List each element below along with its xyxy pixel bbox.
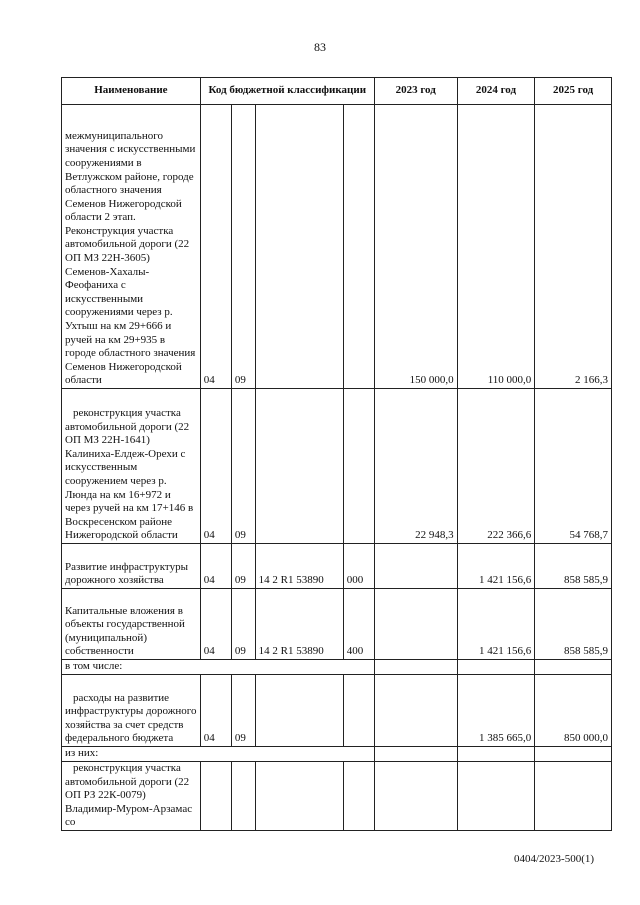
table-row (62, 762, 612, 831)
row-name: Капитальные вложения в объекты государственной (муниципальной) собственности (62, 589, 201, 660)
code-target: 14 2 R1 53890 (255, 589, 343, 660)
table-row (62, 105, 612, 389)
table-row (62, 675, 612, 747)
code-subsection (231, 762, 255, 831)
subheading-text: в том числе: (62, 660, 375, 675)
row-name: реконструкция участка автомобильной дороги (22 ОП МЗ 22Н-1641) Калиниха-Елдеж-Орехи с искусственным сооружением через р. Люнда на км 16+972 и через ручей на км 17+146 в Воскресенском районе Нижегородской области (62, 389, 201, 544)
value-2023: 22 948,3 (374, 389, 457, 544)
code-target (255, 762, 343, 831)
table-row (62, 389, 612, 544)
header-2025: 2025 год (535, 78, 612, 105)
table-row (62, 544, 612, 589)
code-section: 04 (200, 544, 231, 589)
code-target (255, 675, 343, 747)
row-name: Развитие инфраструктуры дорожного хозяйства (62, 544, 201, 589)
code-expense-type (343, 675, 374, 747)
value-2023 (374, 762, 457, 831)
code-section: 04 (200, 589, 231, 660)
value-2024: 1 421 156,6 (457, 589, 535, 660)
header-2024: 2024 год (457, 78, 535, 105)
budget-table (61, 77, 612, 831)
table-header-row (62, 78, 612, 105)
code-subsection: 09 (231, 105, 255, 389)
header-2023: 2023 год (374, 78, 457, 105)
value-2024: 1 421 156,6 (457, 544, 535, 589)
document-code: 0404/2023-500(1) (514, 853, 595, 865)
value-2024: 222 366,6 (457, 389, 535, 544)
code-section: 04 (200, 675, 231, 747)
empty-cell (457, 660, 535, 675)
value-2023: 150 000,0 (374, 105, 457, 389)
value-2025: 858 585,9 (535, 544, 612, 589)
code-expense-type (343, 762, 374, 831)
value-2024: 1 385 665,0 (457, 675, 535, 747)
value-2025: 858 585,9 (535, 589, 612, 660)
page-number: 83 (314, 40, 326, 54)
code-section: 04 (200, 389, 231, 544)
code-expense-type (343, 389, 374, 544)
table-row-subheading (62, 660, 612, 675)
code-section (200, 762, 231, 831)
empty-cell (374, 747, 457, 762)
code-target (255, 389, 343, 544)
value-2025 (535, 762, 612, 831)
code-subsection: 09 (231, 389, 255, 544)
empty-cell (535, 660, 612, 675)
code-subsection: 09 (231, 544, 255, 589)
value-2024: 110 000,0 (457, 105, 535, 389)
code-expense-type: 400 (343, 589, 374, 660)
value-2023 (374, 675, 457, 747)
header-budget-code: Код бюджетной классификации (200, 78, 374, 105)
code-target: 14 2 R1 53890 (255, 544, 343, 589)
code-expense-type: 000 (343, 544, 374, 589)
value-2023 (374, 589, 457, 660)
row-name: реконструкция участка автомобильной дороги (22 ОП РЗ 22К-0079) Владимир-Муром-Арзамас со (62, 762, 201, 831)
code-expense-type (343, 105, 374, 389)
code-target (255, 105, 343, 389)
value-2025: 54 768,7 (535, 389, 612, 544)
code-subsection: 09 (231, 675, 255, 747)
row-name: межмуниципального значения с искусственными сооружениями в Ветлужском районе, городе областного значения Семенов Нижегородской области 2 этап. Реконструкция участка автомобильной дороги (22 ОП МЗ 22Н-3605) Семенов-Хахалы-Феофаниха с искусственными сооружениями через р. Ухтыш на км 29+666 и ручей на км 29+935 в городе областного значения Семенов Нижегородской области (62, 105, 201, 389)
header-name: Наименование (62, 78, 201, 105)
value-2025: 850 000,0 (535, 675, 612, 747)
code-section: 04 (200, 105, 231, 389)
empty-cell (457, 747, 535, 762)
value-2024 (457, 762, 535, 831)
code-subsection: 09 (231, 589, 255, 660)
empty-cell (535, 747, 612, 762)
value-2023 (374, 544, 457, 589)
row-name: расходы на развитие инфраструктуры дорожного хозяйства за счет средств федерального бюджета (62, 675, 201, 747)
table-row (62, 589, 612, 660)
empty-cell (374, 660, 457, 675)
table-row-subheading (62, 747, 612, 762)
subheading-text: из них: (62, 747, 375, 762)
value-2025: 2 166,3 (535, 105, 612, 389)
